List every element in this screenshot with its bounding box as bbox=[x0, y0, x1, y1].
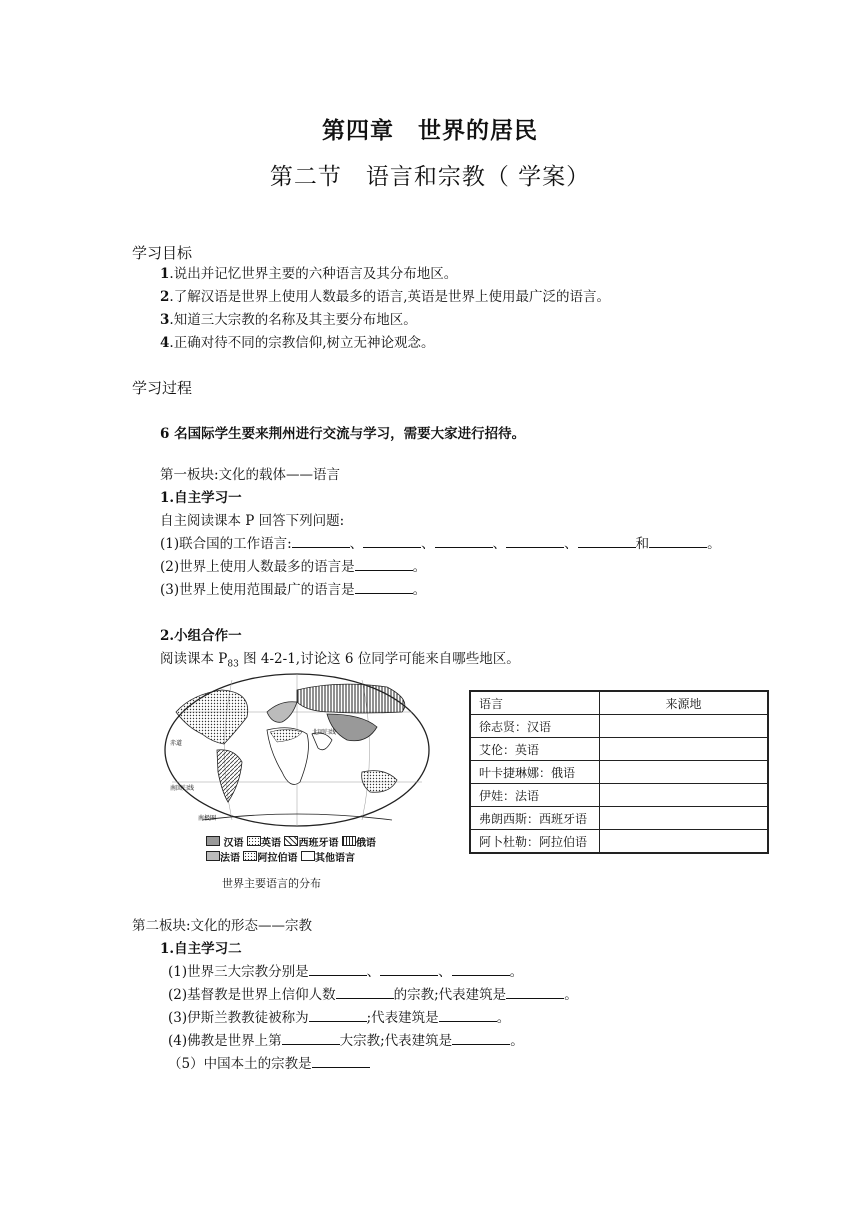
block2-questions bbox=[168, 961, 578, 1076]
answer-blank[interactable] bbox=[452, 961, 510, 976]
answer-blank[interactable] bbox=[282, 1030, 340, 1045]
objective-text: .说出并记忆世界主要的六种语言及其分布地区。 bbox=[169, 266, 458, 282]
table-row bbox=[470, 738, 768, 761]
legend-chinese: 汉语 bbox=[223, 838, 244, 849]
objective-text: .了解汉语是世界上使用人数最多的语言,英语是世界上使用最广泛的语言。 bbox=[169, 289, 610, 305]
self-study-1-label: 1.自主学习一 bbox=[160, 490, 242, 506]
objective-text: .知道三大宗教的名称及其主要分布地区。 bbox=[169, 312, 417, 328]
objectives-heading: 学习目标 bbox=[132, 244, 193, 262]
page-title: 第四章 世界的居民 bbox=[322, 118, 538, 144]
answer-blank[interactable] bbox=[439, 1007, 497, 1022]
legend-spanish: 西班牙语 bbox=[298, 838, 339, 849]
table-cell-answer[interactable] bbox=[600, 738, 769, 761]
question-widest-language: (3)世界上使用范围最广的语言是 。 bbox=[160, 579, 721, 602]
legend-arabic: 阿拉伯语 bbox=[257, 853, 298, 864]
question-native-religion: （5）中国本土的宗教是 bbox=[168, 1053, 578, 1076]
table-row bbox=[470, 715, 768, 738]
objective-item bbox=[160, 332, 610, 355]
table-cell-student: 弗朗西斯：西班牙语 bbox=[470, 807, 600, 830]
legend-french: 法语 bbox=[220, 853, 240, 864]
answer-blank[interactable] bbox=[355, 579, 413, 594]
objective-num: 3 bbox=[160, 312, 170, 328]
tropic-north-label: 北回归线 bbox=[312, 729, 337, 736]
table-cell-answer[interactable] bbox=[600, 761, 769, 784]
objective-text: .正确对待不同的宗教信仰,树立无神论观念。 bbox=[169, 335, 435, 351]
objective-item bbox=[160, 263, 610, 286]
table-row bbox=[470, 784, 768, 807]
legend-swatch-french bbox=[206, 851, 220, 861]
block2-title: 第二板块:文化的形态——宗教 bbox=[132, 918, 313, 934]
table-cell-student: 叶卡捷琳娜：俄语 bbox=[470, 761, 600, 784]
answer-blank[interactable] bbox=[506, 533, 564, 548]
block1-section bbox=[160, 464, 721, 602]
question-buddhism: (4)佛教是世界上第 大宗教;代表建筑是 。 bbox=[168, 1030, 578, 1053]
table-row bbox=[470, 830, 768, 854]
objective-item bbox=[160, 286, 610, 309]
equator-label: 赤道 bbox=[170, 740, 183, 747]
answer-blank[interactable] bbox=[309, 961, 367, 976]
table-cell-student: 徐志贤：汉语 bbox=[470, 715, 600, 738]
legend-swatch-chinese bbox=[206, 836, 220, 846]
table-cell-answer[interactable] bbox=[600, 830, 769, 854]
legend-english: 英语 bbox=[260, 838, 281, 849]
table-header-language: 语言 bbox=[470, 691, 600, 715]
answer-blank[interactable] bbox=[578, 533, 636, 548]
answer-blank[interactable] bbox=[292, 533, 350, 548]
objective-item bbox=[160, 309, 610, 332]
table-cell-student: 伊娃：法语 bbox=[470, 784, 600, 807]
question-christianity: (2)基督教是世界上信仰人数 的宗教;代表建筑是 。 bbox=[168, 984, 578, 1007]
question-most-speakers: (2)世界上使用人数最多的语言是 。 bbox=[160, 556, 721, 579]
answer-blank[interactable] bbox=[649, 533, 707, 548]
table-header-row bbox=[470, 691, 768, 715]
answer-blank[interactable] bbox=[506, 984, 564, 999]
answer-blank[interactable] bbox=[363, 533, 421, 548]
legend-swatch-arabic bbox=[243, 851, 257, 861]
block1-title: 第一板块:文化的载体——语言 bbox=[160, 467, 341, 483]
table-header-origin: 来源地 bbox=[600, 691, 769, 715]
answer-blank[interactable] bbox=[312, 1053, 370, 1068]
russia bbox=[297, 684, 405, 713]
legend-swatch-russian bbox=[342, 836, 356, 846]
self-study-2-label: 1.自主学习二 bbox=[160, 941, 242, 957]
answer-blank[interactable] bbox=[309, 1007, 367, 1022]
legend-swatch-spanish bbox=[284, 836, 298, 846]
table-row bbox=[470, 761, 768, 784]
objectives-list bbox=[160, 263, 610, 355]
table-cell-answer[interactable] bbox=[600, 784, 769, 807]
map-legend bbox=[206, 836, 376, 866]
answer-blank[interactable] bbox=[380, 961, 438, 976]
question-islam: (3)伊斯兰教教徒被称为 ;代表建筑是 。 bbox=[168, 1007, 578, 1030]
page-subtitle: 第二节 语言和宗教（ 学案） bbox=[269, 164, 591, 190]
table-cell-student: 艾伦：英语 bbox=[470, 738, 600, 761]
answer-blank[interactable] bbox=[435, 533, 493, 548]
table-cell-answer[interactable] bbox=[600, 715, 769, 738]
language-origin-table bbox=[469, 690, 769, 854]
answer-blank[interactable] bbox=[355, 556, 413, 571]
legend-swatch-other bbox=[301, 851, 315, 861]
intro-text: 6 名国际学生要来荆州进行交流与学习，需要大家进行招待。 bbox=[160, 426, 526, 442]
antarctic-label: 南极圈 bbox=[198, 815, 217, 822]
answer-blank[interactable] bbox=[336, 984, 394, 999]
tropic-south-label: 南回归线 bbox=[170, 785, 195, 792]
block1-instruction: 自主阅读课本 P 回答下列问题: bbox=[160, 513, 345, 529]
process-heading: 学习过程 bbox=[132, 379, 193, 397]
objective-num: 1 bbox=[160, 266, 170, 282]
objective-num: 4 bbox=[160, 335, 170, 351]
group-work-section bbox=[160, 625, 520, 677]
objective-num: 2 bbox=[160, 289, 170, 305]
legend-swatch-english bbox=[247, 836, 261, 846]
group-work-label: 2.小组合作一 bbox=[160, 628, 242, 644]
group-work-text: 阅读课本 $P_{83}$ 图 4-2-1,讨论这 6 位同学可能来自哪些地区。 bbox=[160, 651, 520, 670]
table-row bbox=[470, 807, 768, 830]
answer-blank[interactable] bbox=[452, 1030, 510, 1045]
question-un-languages: (1)联合国的工作语言: 、 、 、 、 和 。 bbox=[160, 533, 721, 556]
question-three-religions: (1)世界三大宗教分别是 、 、 。 bbox=[168, 961, 578, 984]
table-cell-student: 阿卜杜勒：阿拉伯语 bbox=[470, 830, 600, 854]
table-cell-answer[interactable] bbox=[600, 807, 769, 830]
map-caption: 世界主要语言的分布 bbox=[222, 877, 321, 890]
legend-russian: 俄语 bbox=[355, 838, 376, 849]
legend-other: 其他语言 bbox=[314, 853, 355, 864]
